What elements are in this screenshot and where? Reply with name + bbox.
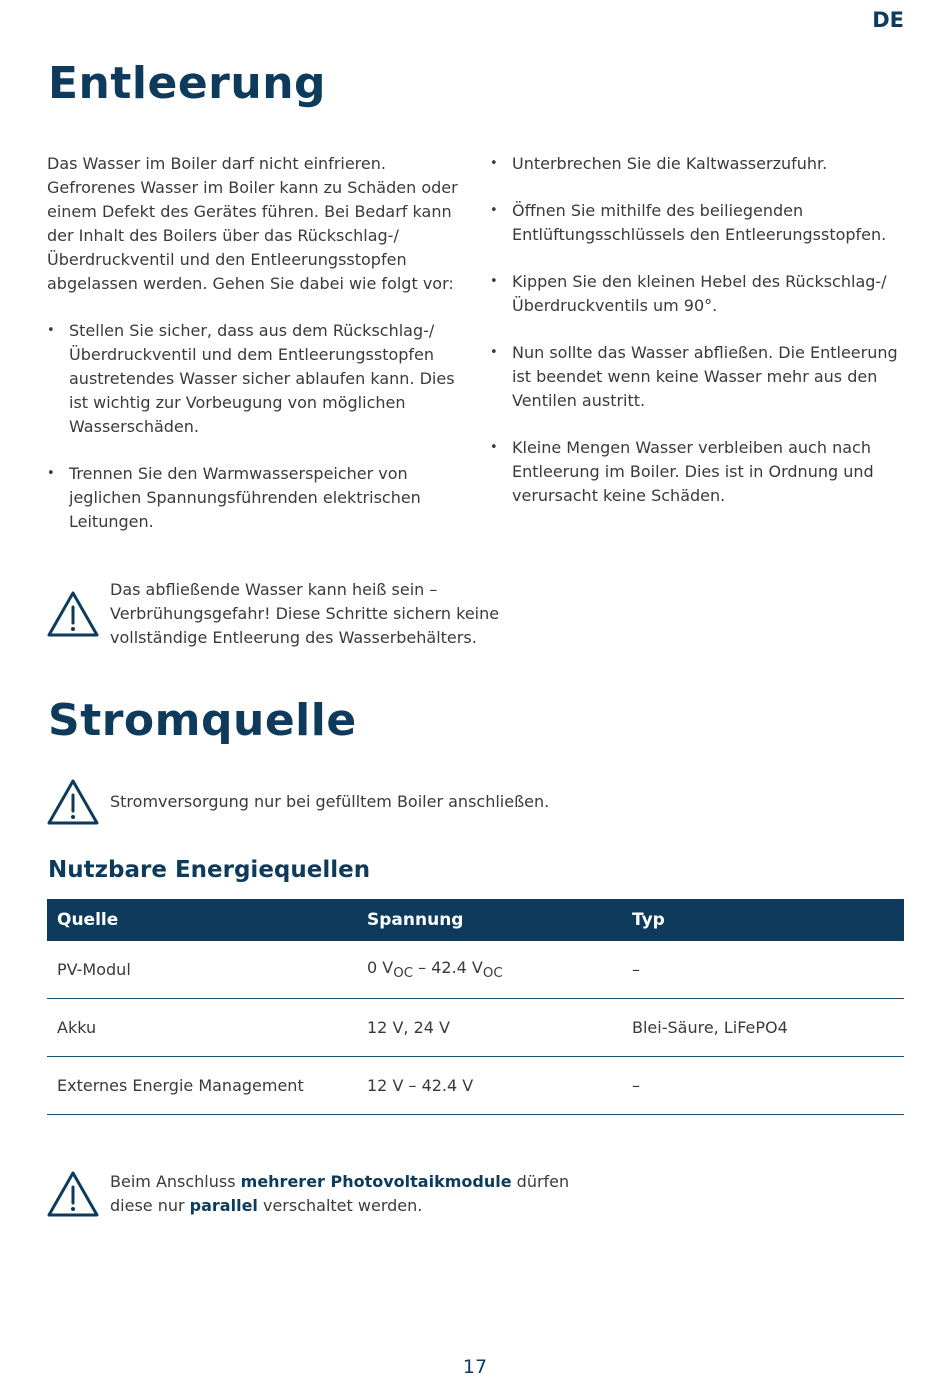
subtitle-energy-sources: Nutzbare Energiequellen xyxy=(48,857,371,883)
cell-quelle: PV-Modul xyxy=(47,941,357,999)
warning-triangle-icon xyxy=(46,590,100,638)
energy-sources-table xyxy=(47,899,904,1115)
table-row xyxy=(47,941,904,999)
cell-typ: – xyxy=(622,941,904,999)
list-item: • Kippen Sie den kleinen Hebel des Rückschlag-/Überdruckventils um 90°. xyxy=(490,270,910,318)
intro-paragraph: Das Wasser im Boiler darf nicht einfrieren. Gefrorenes Wasser im Boiler kann zu Schäden oder einem Defekt des Gerätes führen. Bei Bedarf kann der Inhalt des Boilers über das Rückschlag-/Überdruckventil und den Entleerungsstopfen abgelassen werden. Gehen Sie dabei wie folgt vor: xyxy=(47,154,458,293)
header-quelle: Quelle xyxy=(47,899,357,941)
cell-spannung: 12 V – 42.4 V xyxy=(357,1057,622,1115)
cell-typ: – xyxy=(622,1057,904,1115)
warning-pv-parallel xyxy=(46,1170,570,1218)
section-title-entleerung: Entleerung xyxy=(48,58,327,109)
left-column xyxy=(47,152,467,557)
table-row xyxy=(47,1057,904,1115)
header-spannung: Spannung xyxy=(357,899,622,941)
emphasis-text: mehrerer Photovoltaikmodule xyxy=(240,1172,512,1191)
steps-list-right xyxy=(490,152,910,508)
list-item: • Stellen Sie sicher, dass aus dem Rückschlag-/Überdruckventil und dem Entleerungsstopfen austretendes Wasser sicher ablaufen kann. Dies ist wichtig zur Vorbeugung von möglichen Wasserschäden. xyxy=(47,319,467,439)
warning-text: Das abfließende Wasser kann heiß sein – Verbrühungsgefahr! Diese Schritte sichern keine vollständige Entleerung des Wasserbehälters. xyxy=(110,580,500,647)
warning-text: Beim Anschluss mehrerer Photovoltaikmodule dürfen diese nur parallel verschaltet werden. xyxy=(110,1172,570,1215)
list-item: • Öffnen Sie mithilfe des beiliegenden Entlüftungsschlüssels den Entleerungsstopfen. xyxy=(490,199,910,247)
section-title-stromquelle: Stromquelle xyxy=(48,695,357,746)
warning-text: Stromversorgung nur bei gefülltem Boiler anschließen. xyxy=(110,792,550,811)
language-label: DE xyxy=(872,8,904,32)
steps-list-left xyxy=(47,319,467,534)
cell-quelle: Akku xyxy=(47,999,357,1057)
list-item: • Unterbrechen Sie die Kaltwasserzufuhr. xyxy=(490,152,910,176)
table-header-row xyxy=(47,899,904,941)
warning-triangle-icon xyxy=(46,778,100,826)
emphasis-text: parallel xyxy=(189,1196,258,1215)
list-item: • Kleine Mengen Wasser verbleiben auch nach Entleerung im Boiler. Dies ist in Ordnung und verursacht keine Schäden. xyxy=(490,436,910,508)
right-column xyxy=(490,152,910,531)
warning-power-supply xyxy=(46,778,630,826)
cell-typ: Blei-Säure, LiFePO4 xyxy=(622,999,904,1057)
table-row xyxy=(47,999,904,1057)
list-item: • Trennen Sie den Warmwasserspeicher von jeglichen Spannungsführenden elektrischen Leitungen. xyxy=(47,462,467,534)
page-number: 17 xyxy=(462,1356,488,1378)
warning-triangle-icon xyxy=(46,1170,100,1218)
header-typ: Typ xyxy=(622,899,904,941)
cell-quelle: Externes Energie Management xyxy=(47,1057,357,1115)
cell-spannung: 12 V, 24 V xyxy=(357,999,622,1057)
cell-spannung: 0 $V_{OC} - 42.4$ $V_{OC}$ xyxy=(357,941,622,999)
list-item: • Nun sollte das Wasser abfließen. Die Entleerung ist beendet wenn keine Wasser mehr aus den Ventilen austritt. xyxy=(490,341,910,413)
warning-hot-water xyxy=(46,578,570,650)
